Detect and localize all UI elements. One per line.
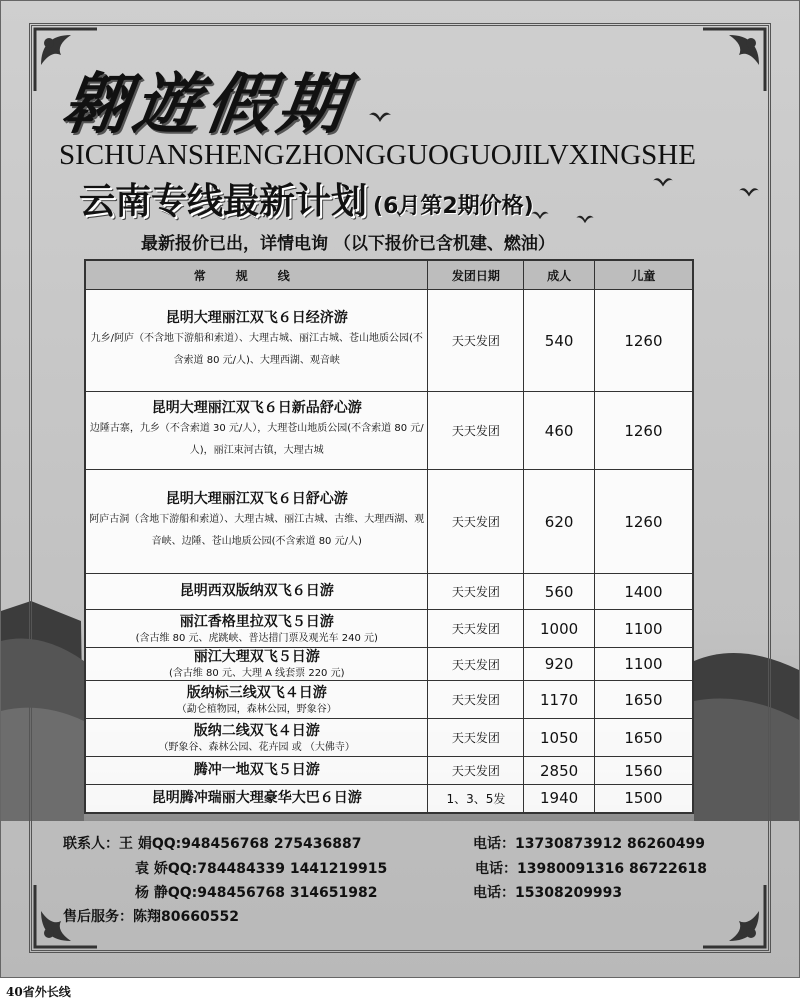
contact-name: 王 娟 [119,836,152,852]
route-cell [85,648,428,681]
contact-row [135,882,378,902]
route-description: (含古维 80 元、大理 A 线套票 220 元) [168,668,345,679]
child-price-cell: 1260 [594,290,693,392]
child-price-cell: 1260 [594,470,693,574]
table-header-row [85,260,693,290]
qq-label: QQ: [167,885,198,901]
route-description: 边陲古寨，九乡（不含索道 30 元/人），大理苍山地质公园(不含索道 80 元/人)，丽江束河古镇，大理古城 [89,423,424,456]
page-footer-note: 40省外长线 [6,985,71,999]
table-row [85,610,693,648]
route-title: 腾冲一地双飞５日游 [193,762,320,778]
depart-cell: 天天发团 [428,392,524,470]
qq-number: 948456768 275436887 [181,836,362,852]
route-title: 昆明大理丽江双飞６日舒心游 [165,491,348,507]
route-title: 昆明腾冲瑞丽大理豪华大巴６日游 [151,789,362,806]
adult-price-cell: 540 [524,290,595,392]
route-cell [85,757,428,785]
phone-number: 13730873912 86260499 [515,836,705,852]
adult-price-cell: 920 [524,648,595,681]
contact-row [63,833,362,853]
child-price-cell: 1260 [594,392,693,470]
column-header-depart: 发团日期 [428,260,524,290]
route-cell [85,470,428,574]
route-cell [85,290,428,392]
bird-icon [739,185,759,201]
adult-price-cell: 560 [524,574,595,610]
column-header-route: 常规线 [85,260,428,290]
route-cell [85,610,428,648]
depart-cell: 天天发团 [428,470,524,574]
after-sales-value: 陈翔80660552 [133,909,239,925]
phone-number: 13980091316 86722618 [517,861,707,877]
adult-price-cell: 460 [524,392,595,470]
depart-cell: 天天发团 [428,290,524,392]
contact-name: 杨 静 [135,885,168,901]
contact-phone [475,858,707,878]
route-cell [85,392,428,470]
bird-icon [653,175,673,191]
route-title: 版纳二线双飞４日游 [193,722,320,739]
route-title: 丽江大理双飞５日游 [193,649,320,665]
phone-label: 电话： [473,836,515,852]
table-row [85,290,693,392]
bird-icon [369,109,391,127]
route-title: 昆明大理丽江双飞６日新品舒心游 [151,400,362,416]
adult-price-cell: 1170 [524,681,595,719]
route-description: 阿庐古洞（含地下游船和索道）、大理古城、丽江古城、古维、大理西湖、观音峡、边陲、苍山地质公园(不含索道 80 元/人) [89,514,425,547]
headline-sub: (6月第2期价格) [373,194,534,219]
child-price-cell: 1650 [594,681,693,719]
contact-row [135,858,387,878]
depart-cell: 天天发团 [428,681,524,719]
route-title: 版纳标三线双飞４日游 [186,684,327,701]
child-price-cell: 1100 [594,648,693,681]
depart-cell: 天天发团 [428,719,524,757]
table-row [85,719,693,757]
route-cell [85,785,428,813]
adult-price-cell: 1000 [524,610,595,648]
depart-cell: 天天发团 [428,574,524,610]
table-row [85,574,693,610]
table-row [85,681,693,719]
adult-price-cell: 2850 [524,757,595,785]
bird-icon [576,213,594,227]
route-title: 昆明西双版纳双飞６日游 [179,583,334,599]
phone-label: 电话： [473,885,515,901]
contact-phone [473,882,622,902]
contact-phone [473,833,705,853]
child-price-cell: 1400 [594,574,693,610]
route-cell [85,681,428,719]
route-title: 丽江香格里拉双飞５日游 [179,613,334,630]
contact-name: 袁 娇 [135,861,168,877]
column-header-child: 儿童 [594,260,693,290]
route-description: （勐仑植物园，森林公园，野象谷） [176,703,337,715]
adult-price-cell: 1050 [524,719,595,757]
qq-number: 948456768 314651982 [197,885,378,901]
child-price-cell: 1500 [594,785,693,813]
contact-label: 联系人： [63,836,119,852]
price-notice: 最新报价已出，详情电询 （以下报价已含机建、燃油） [141,234,555,254]
table-row [85,757,693,785]
table-row [85,648,693,681]
table-row [85,785,693,813]
after-sales-label: 售后服务： [63,909,133,925]
depart-cell: 天天发团 [428,648,524,681]
adult-price-cell: 620 [524,470,595,574]
headline [79,173,534,224]
headline-main: 云南专线最新计划 [79,181,368,222]
child-price-cell: 1560 [594,757,693,785]
price-table [84,259,694,814]
phone-label: 电话： [475,861,517,877]
column-header-adult: 成人 [524,260,595,290]
depart-cell: 天天发团 [428,757,524,785]
route-title: 昆明大理丽江双飞６日经济游 [165,310,348,326]
child-price-cell: 1100 [594,610,693,648]
route-description: 九乡/阿庐（不含地下游船和索道）、大理古城、丽江古城、苍山地质公园(不含索道 80 元/人)、大理西湖、观音峡 [90,333,423,366]
corner-ornament-icon [699,25,769,95]
brand-pinyin: SICHUANSHENGZHONGGUOGUOJILVXINGSHE [59,139,696,171]
adult-price-cell: 1940 [524,785,595,813]
table-row [85,392,693,470]
qq-number: 784484339 1441219915 [197,861,388,877]
brand-logo: 翱遊假期 [56,65,356,143]
table-row [85,470,693,574]
corner-ornament-icon [699,881,769,951]
child-price-cell: 1650 [594,719,693,757]
phone-number: 15308209993 [515,885,623,901]
qq-label: QQ: [167,861,198,877]
route-description: （野象谷、森林公园、花卉园 或 （大佛寺） [158,741,355,753]
after-sales-row [63,906,239,926]
route-cell [85,574,428,610]
qq-label: QQ: [151,836,182,852]
depart-cell: 1、3、5发 [428,785,524,813]
depart-cell: 天天发团 [428,610,524,648]
route-description: (含古维 80 元、虎跳峡、普达措门票及观光车 240 元) [135,632,378,644]
route-cell [85,719,428,757]
